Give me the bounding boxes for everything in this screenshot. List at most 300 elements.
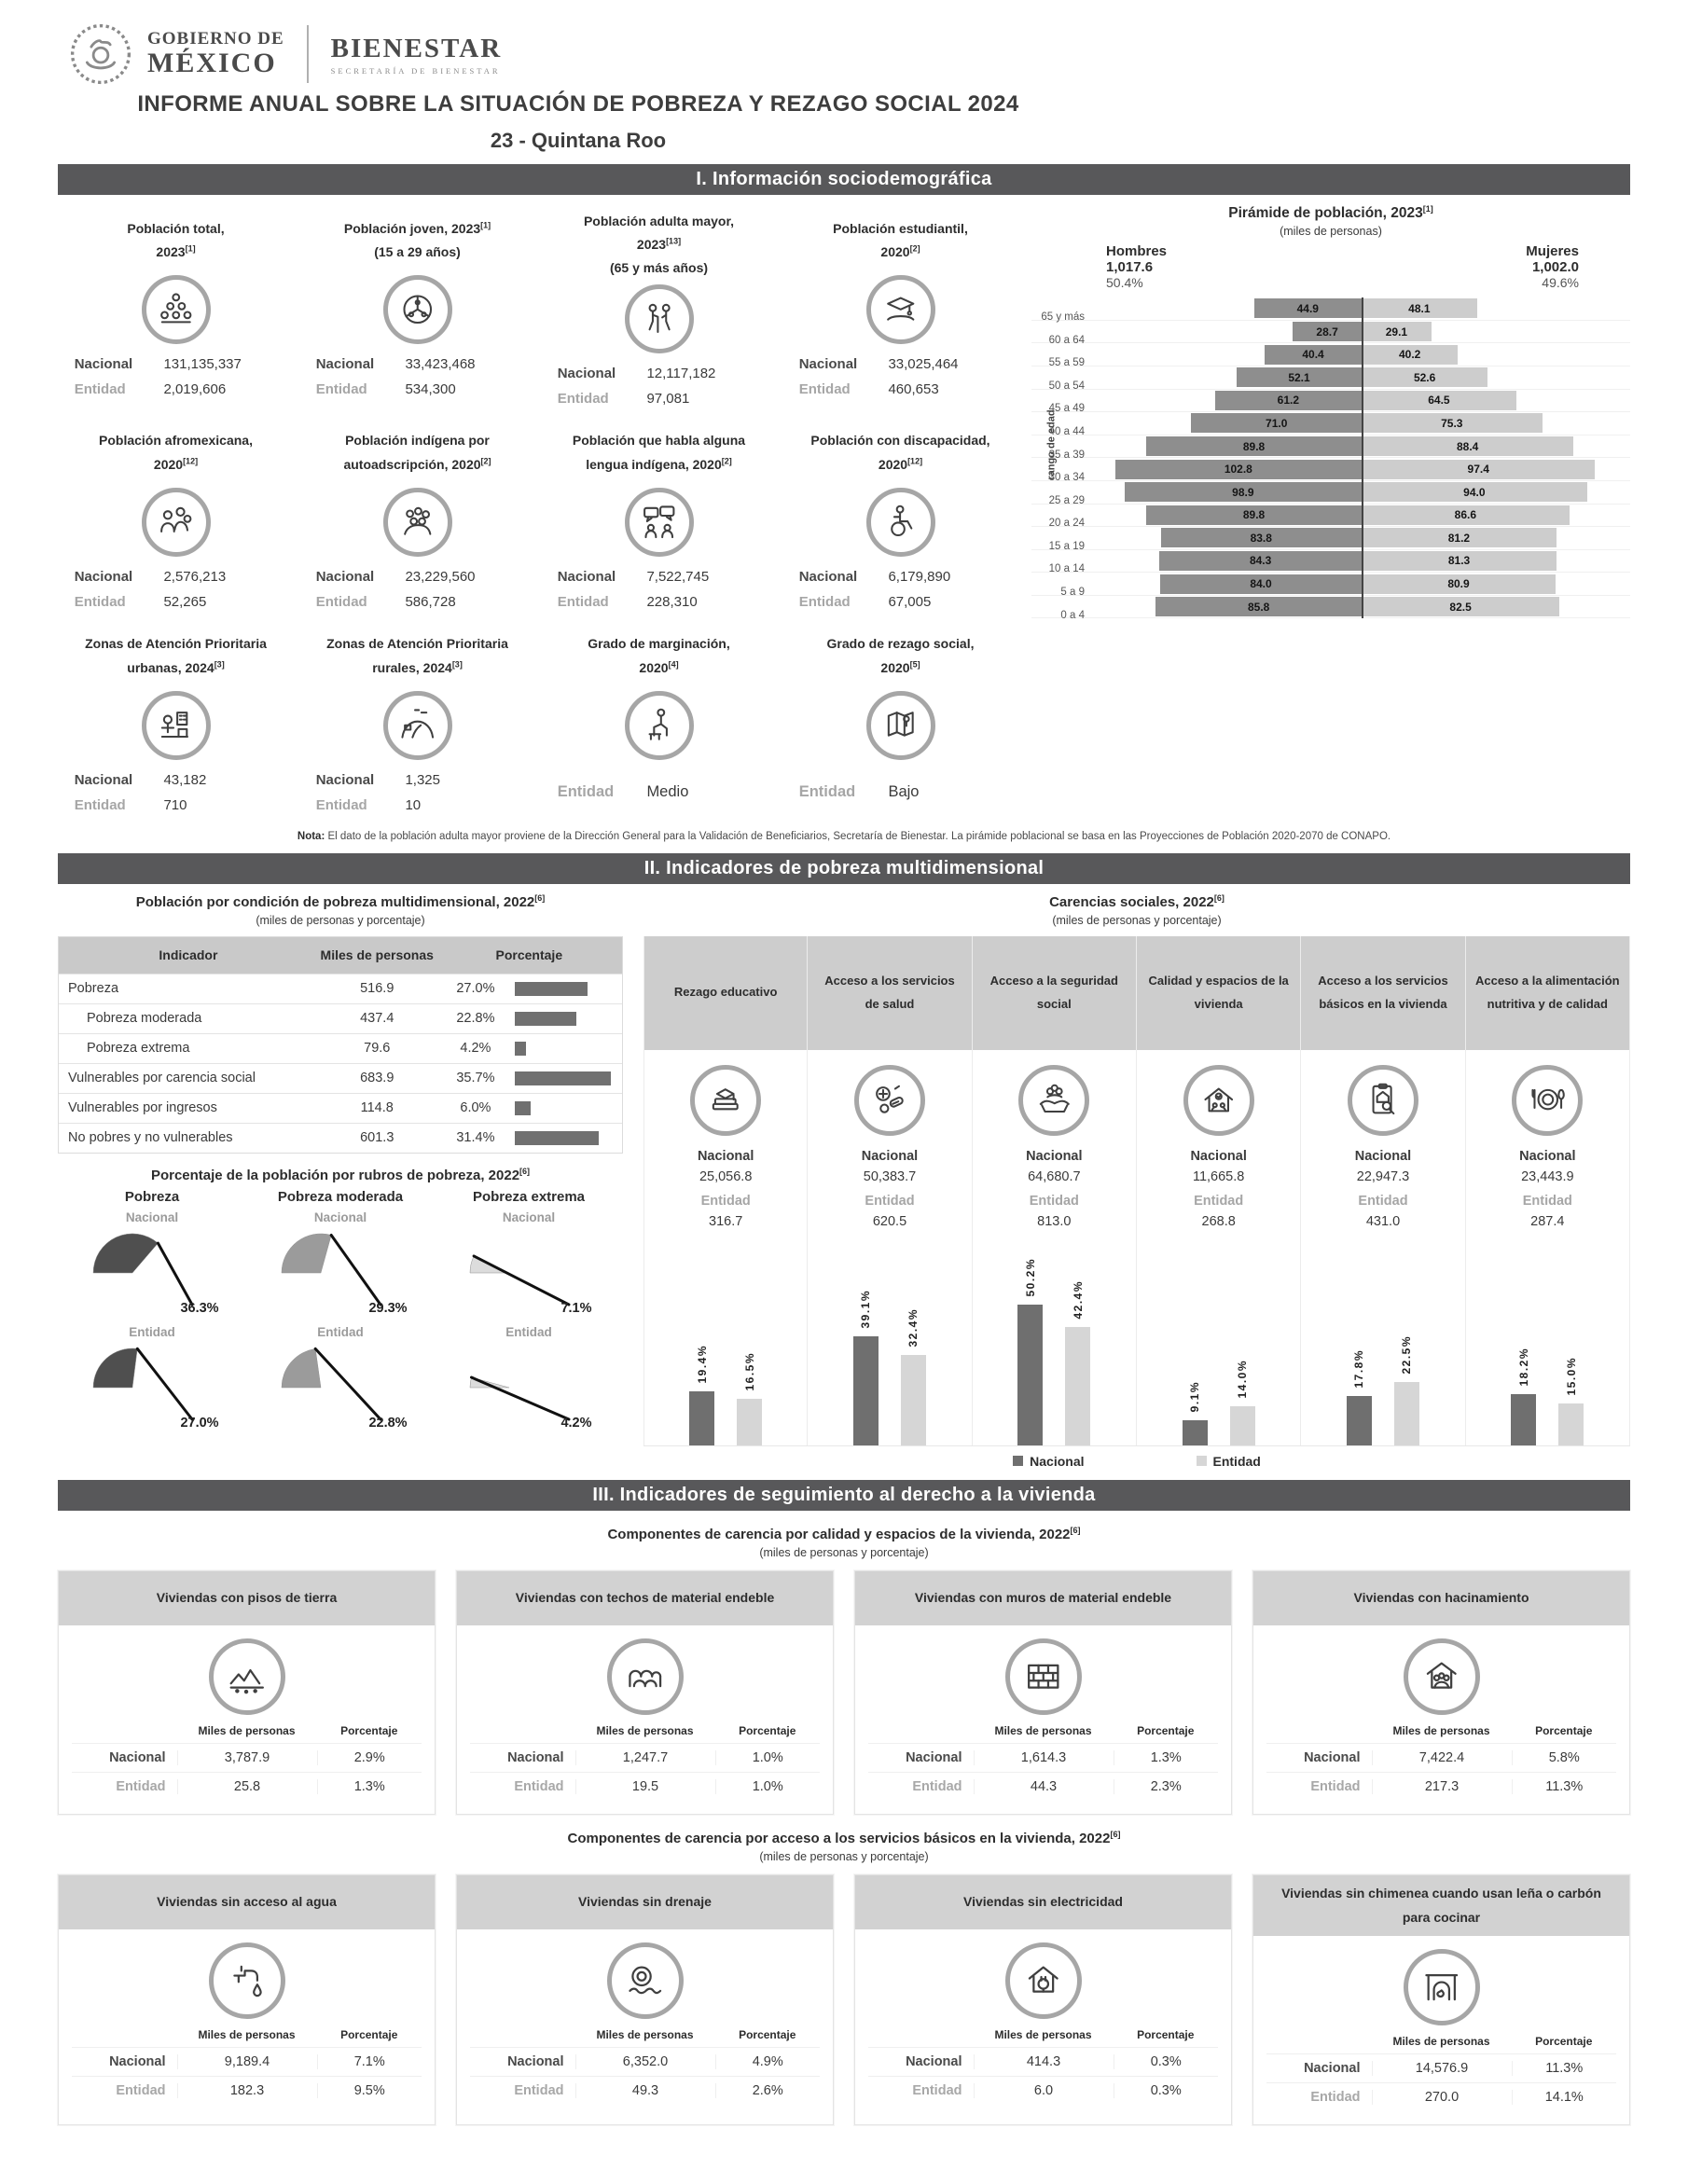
gobierno-logo-line2: MÉXICO bbox=[147, 48, 277, 78]
stat-row-value: 23,229,560 bbox=[405, 568, 476, 585]
gauge-nacional-chart bbox=[261, 1224, 420, 1320]
housing-row-entidad bbox=[72, 1772, 422, 1801]
pyramid-women-cell bbox=[1362, 551, 1630, 571]
pyramid-subtitle: (miles de personas) bbox=[1280, 225, 1382, 239]
housing-row-percent: 1.0% bbox=[715, 1750, 821, 1765]
poverty-bar bbox=[515, 1042, 526, 1056]
report-header bbox=[0, 0, 1688, 90]
carencia-entidad-label: Entidad bbox=[865, 1193, 915, 1209]
water-access-icon-circle bbox=[209, 1942, 285, 2019]
housing-group2-subtitle: (miles de personas y porcentaje) bbox=[759, 1849, 929, 1863]
housing-row-percent: 1.3% bbox=[1114, 1750, 1219, 1765]
title-block bbox=[0, 91, 1156, 153]
housing-row-miles: 6.0 bbox=[974, 2083, 1114, 2098]
carencia-entidad-label: Entidad bbox=[1522, 1193, 1572, 1209]
poverty-percent: 22.8% bbox=[456, 1011, 495, 1027]
housing-row-entidad bbox=[1266, 2082, 1616, 2111]
housing-row-label: Nacional bbox=[507, 1749, 564, 1765]
carencia-entidad-value: 431.0 bbox=[1365, 1213, 1401, 1229]
stat-row-label: Nacional bbox=[798, 356, 858, 372]
carencia-bar-group-nac bbox=[853, 1290, 879, 1445]
women-percent: 49.6% bbox=[1542, 275, 1579, 291]
stat-row-label: Entidad bbox=[74, 593, 126, 610]
housing-card-title: Viviendas sin electricidad bbox=[855, 1875, 1231, 1929]
housing-row-entidad bbox=[470, 1772, 820, 1801]
poverty-percent: 35.7% bbox=[456, 1071, 495, 1086]
title-text: Población total, bbox=[127, 220, 225, 236]
housing-card-table bbox=[457, 1724, 833, 1814]
stat-row-label: Entidad bbox=[557, 782, 615, 800]
basic-services-icon-circle bbox=[1348, 1065, 1418, 1136]
pyramid-age-label: 0 a 4 bbox=[1060, 609, 1085, 621]
men-percent: 50.4% bbox=[1106, 275, 1143, 291]
population-total-icon-circle bbox=[142, 275, 211, 344]
housing-group1-title-text: Componentes de carencia por calidad y espacios de la vivienda, 2022 bbox=[607, 1526, 1071, 1542]
pyramid-age-label: 30 a 34 bbox=[1048, 472, 1085, 484]
gauge-column-0 bbox=[58, 1189, 246, 1434]
pyramid-men-cell bbox=[1093, 345, 1362, 365]
carencia-bar-group-ent bbox=[737, 1352, 762, 1445]
pyramid-bar-women bbox=[1362, 322, 1432, 341]
housing-group2-titleblock bbox=[0, 1830, 1688, 1863]
pyramid-bar-women-value: 81.2 bbox=[1447, 531, 1471, 545]
housing-row-label: Entidad bbox=[116, 1778, 166, 1794]
housing-row-percent: 1.3% bbox=[317, 1779, 422, 1794]
carencia-header: Acceso a los servicios de salud bbox=[808, 936, 971, 1050]
poverty-miles: 114.8 bbox=[360, 1100, 394, 1116]
housing-row-nacional bbox=[470, 2047, 820, 2076]
gauge-entidad-label: Entidad bbox=[317, 1324, 364, 1339]
gauge-entidad-chart bbox=[261, 1339, 420, 1434]
stat-row-entidad bbox=[75, 377, 278, 402]
overcrowding-icon-circle bbox=[1404, 1638, 1480, 1715]
report-title: INFORME ANUAL SOBRE LA SITUACIÓN DE POBREZA Y REZAGO SOCIAL 2024 bbox=[137, 91, 1019, 117]
housing-row-entidad bbox=[470, 2076, 820, 2105]
housing-card-title: Viviendas sin drenaje bbox=[457, 1875, 833, 1929]
stat-card-values bbox=[316, 352, 519, 402]
stat-row-value: 33,423,468 bbox=[405, 356, 476, 372]
stat-card-zap-urbanas bbox=[58, 620, 294, 818]
stat-card-title bbox=[541, 422, 777, 484]
weak-walls-icon-circle bbox=[1005, 1638, 1082, 1715]
stat-card-title-line bbox=[58, 217, 294, 241]
carencia-bar-chart bbox=[973, 1229, 1136, 1445]
weak-walls-icon bbox=[1021, 1654, 1066, 1699]
poverty-miles: 79.6 bbox=[364, 1041, 391, 1057]
title-text: 2020 bbox=[878, 456, 908, 472]
pyramid-age-label: 65 y más bbox=[1041, 311, 1085, 323]
stat-row-entidad bbox=[558, 779, 761, 807]
stat-card-grado-marginacion bbox=[541, 620, 777, 818]
housing-row-miles: 25.8 bbox=[177, 1779, 317, 1794]
poverty-percent: 4.2% bbox=[460, 1041, 491, 1057]
housing-row-percent: 11.3% bbox=[1512, 2061, 1617, 2076]
weak-roof-icon bbox=[623, 1654, 668, 1699]
stat-card-title-line bbox=[58, 429, 294, 452]
empty-cell bbox=[868, 1724, 974, 1737]
title-text: rurales, 2024 bbox=[372, 659, 452, 675]
pyramid-men-cell bbox=[1093, 597, 1362, 616]
col-miles: Miles de personas bbox=[320, 947, 434, 962]
footnote-ref: [2] bbox=[909, 243, 920, 254]
pyramid-men-cell bbox=[1093, 436, 1362, 456]
poverty-miles: 516.9 bbox=[360, 981, 394, 997]
stat-row-value: 131,135,337 bbox=[163, 356, 242, 372]
carencia-bar-chart bbox=[644, 1229, 807, 1445]
pyramid-bar-women-value: 40.2 bbox=[1399, 348, 1421, 362]
gauge-category-label: Pobreza moderada bbox=[277, 1188, 404, 1205]
poverty-miles: 437.4 bbox=[360, 1011, 394, 1027]
carencia-nacional-value: 25,056.8 bbox=[699, 1168, 753, 1184]
carencia-bar-label: 15.0% bbox=[1564, 1357, 1578, 1396]
housing-row-percent: 2.9% bbox=[317, 1750, 422, 1765]
stat-card-title-line bbox=[782, 241, 1018, 264]
housing-card-group2-0 bbox=[58, 1874, 436, 2125]
footnote-label: Nota: bbox=[297, 830, 325, 842]
bienestar-logo bbox=[331, 34, 502, 76]
pyramid-men-header bbox=[1106, 243, 1167, 290]
student-population-icon bbox=[880, 289, 921, 330]
stat-row-value: Medio bbox=[646, 782, 689, 800]
col-porcentaje-label: Porcentaje bbox=[1535, 1723, 1593, 1737]
col-porcentaje-label: Porcentaje bbox=[739, 2027, 796, 2041]
housing-row-entidad bbox=[868, 1772, 1218, 1801]
stat-row-value: Bajo bbox=[888, 782, 920, 800]
dirt-floor-icon bbox=[225, 1654, 270, 1699]
gauge-nacional-label: Nacional bbox=[313, 1209, 367, 1224]
education-lag-icon bbox=[705, 1080, 746, 1121]
housing-row-miles: 49.3 bbox=[575, 2083, 715, 2098]
housing-group2-title-ref: [6] bbox=[1110, 1829, 1121, 1839]
col-miles-label: Miles de personas bbox=[1392, 1723, 1490, 1737]
pyramid-bar-men-value: 89.8 bbox=[1242, 508, 1266, 522]
pyramid-ylabel: rango de edad bbox=[1045, 409, 1058, 480]
stat-row-value: 43,182 bbox=[163, 771, 207, 788]
stat-row-label: Nacional bbox=[74, 356, 133, 372]
housing-row-percent: 0.3% bbox=[1114, 2083, 1219, 2098]
carencia-nacional-label: Nacional bbox=[697, 1148, 754, 1164]
housing-row-percent: 7.1% bbox=[317, 2054, 422, 2069]
poverty-indicator: Vulnerables por ingresos bbox=[68, 1100, 217, 1116]
pyramid-bar-women bbox=[1362, 505, 1570, 525]
poverty-table-title bbox=[58, 893, 623, 910]
urban-zones-icon-circle bbox=[142, 691, 211, 760]
empty-cell bbox=[1266, 2035, 1372, 2048]
housing-row-percent: 0.3% bbox=[1114, 2054, 1219, 2069]
housing-row-entidad bbox=[1266, 1772, 1616, 1801]
housing-card-group1-0 bbox=[58, 1570, 436, 1815]
stat-row-label: Entidad bbox=[557, 593, 609, 610]
housing-row-percent: 4.9% bbox=[715, 2054, 821, 2069]
population-pyramid bbox=[1018, 204, 1630, 818]
pyramid-men-cell bbox=[1093, 367, 1362, 387]
carencia-bar-group-ent bbox=[1065, 1280, 1090, 1445]
stat-card-title-line bbox=[299, 453, 535, 477]
pyramid-bar-men bbox=[1146, 505, 1362, 525]
population-total-icon bbox=[156, 289, 197, 330]
stat-row-value: 7,522,745 bbox=[646, 568, 710, 585]
pyramid-women-cell bbox=[1362, 391, 1630, 410]
pyramid-bar-women-value: 97.4 bbox=[1467, 463, 1489, 477]
stat-row-label: Entidad bbox=[798, 782, 856, 800]
stat-row-nacional bbox=[558, 361, 761, 386]
stat-row-label: Entidad bbox=[74, 796, 126, 813]
footnote-ref: [4] bbox=[668, 658, 679, 669]
stat-row-nacional bbox=[75, 564, 278, 589]
youth-population-icon-circle bbox=[383, 275, 452, 344]
stat-card-values bbox=[75, 352, 278, 402]
carencia-bar-label: 39.1% bbox=[859, 1290, 873, 1329]
carencia-nacional-value: 22,947.3 bbox=[1356, 1168, 1410, 1184]
elderly-icon-circle bbox=[625, 284, 694, 353]
gauges-title bbox=[58, 1167, 623, 1183]
empty-cell bbox=[72, 1724, 177, 1737]
stat-card-values bbox=[558, 361, 761, 411]
gauge-entidad bbox=[58, 1339, 246, 1434]
pyramid-men-cell bbox=[1093, 574, 1362, 594]
pyramid-bar-women bbox=[1362, 551, 1557, 571]
carencia-header: Calidad y espacios de la vivienda bbox=[1137, 936, 1300, 1050]
housing-card-group2-3 bbox=[1252, 1874, 1630, 2125]
stat-card-title-line bbox=[782, 217, 1018, 241]
poverty-table-title-text: Población por condición de pobreza multidimensional, 2022 bbox=[135, 893, 535, 910]
poverty-indicator: No pobres y no vulnerables bbox=[68, 1130, 233, 1146]
chimney-icon-circle bbox=[1404, 1949, 1480, 2025]
housing-row-percent: 5.8% bbox=[1512, 1750, 1617, 1765]
carencia-bar-nac bbox=[1347, 1396, 1372, 1445]
housing-row-label: Entidad bbox=[912, 2082, 962, 2098]
pyramid-age-label: 60 a 64 bbox=[1048, 334, 1085, 346]
poverty-indicator: Vulnerables por carencia social bbox=[68, 1071, 256, 1086]
footnote-ref: [12] bbox=[183, 455, 199, 465]
stat-card-title-line bbox=[58, 657, 294, 680]
electricity-icon bbox=[1021, 1958, 1066, 2003]
poverty-bar bbox=[515, 1071, 610, 1085]
carencias-subtitle: (miles de personas y porcentaje) bbox=[1052, 913, 1222, 927]
housing-card-table-head bbox=[1266, 2035, 1616, 2053]
housing-card-table-head bbox=[1266, 1724, 1616, 1743]
electricity-icon-circle bbox=[1005, 1942, 1082, 2019]
empty-cell bbox=[470, 1724, 575, 1737]
weak-roof-icon-circle bbox=[607, 1638, 684, 1715]
pyramid-bar-women bbox=[1362, 436, 1573, 456]
pyramid-age-label: 40 a 44 bbox=[1048, 425, 1085, 437]
poverty-indicator: Pobreza bbox=[68, 981, 119, 997]
carencia-entidad-label: Entidad bbox=[1194, 1193, 1244, 1209]
poverty-row-0 bbox=[59, 974, 622, 1003]
pyramid-bar-men bbox=[1160, 574, 1362, 594]
pyramid-women-cell bbox=[1362, 413, 1630, 433]
housing-card-table bbox=[1253, 1724, 1629, 1814]
health-services-icon bbox=[869, 1080, 910, 1121]
stat-row-label: Entidad bbox=[557, 390, 609, 407]
housing-row-label: Entidad bbox=[912, 1778, 962, 1794]
women-total: 1,002.0 bbox=[1531, 259, 1579, 276]
poverty-bar-cell bbox=[515, 1131, 622, 1145]
stat-card-values bbox=[799, 779, 1003, 807]
housing-group1-titleblock bbox=[0, 1526, 1688, 1559]
housing-card-title: Viviendas con muros de material endeble bbox=[855, 1571, 1231, 1625]
social-security-icon bbox=[1034, 1080, 1075, 1121]
carencia-bar-group-nac bbox=[1017, 1258, 1043, 1445]
drainage-icon-circle bbox=[607, 1942, 684, 2019]
gauge-nacional-chart bbox=[73, 1224, 231, 1320]
gauge-nacional-label: Nacional bbox=[125, 1209, 179, 1224]
pyramid-men-cell bbox=[1093, 482, 1362, 502]
stat-row-value: 2,019,606 bbox=[163, 381, 227, 397]
housing-card-table-head bbox=[72, 1724, 422, 1743]
pyramid-row bbox=[1031, 366, 1630, 390]
health-services-icon-circle bbox=[854, 1065, 925, 1136]
stat-row-entidad bbox=[558, 589, 761, 615]
women-label: Mujeres bbox=[1526, 243, 1579, 260]
col-miles-label: Miles de personas bbox=[198, 1723, 296, 1737]
urban-zones-icon bbox=[156, 705, 197, 746]
pyramid-bar-men-value: 28.7 bbox=[1316, 325, 1338, 339]
pyramid-bar-men-value: 89.8 bbox=[1242, 439, 1266, 453]
stat-card-title-line bbox=[58, 453, 294, 477]
housing-card-group2-2 bbox=[854, 1874, 1232, 2125]
legend-nacional bbox=[1013, 1454, 1084, 1469]
pyramid-women-cell bbox=[1362, 482, 1630, 502]
stat-card-title-line bbox=[782, 657, 1018, 680]
pyramid-bar-women-value: 80.9 bbox=[1447, 577, 1470, 591]
empty-cell bbox=[1266, 1724, 1372, 1737]
stat-card-title-line bbox=[782, 429, 1018, 452]
gauge-entidad-chart bbox=[73, 1339, 231, 1434]
elderly-icon bbox=[639, 298, 680, 339]
gobierno-logo-line1: GOBIERNO DE bbox=[147, 29, 284, 48]
stat-card-title bbox=[58, 422, 294, 484]
housing-group1-subtitle: (miles de personas y porcentaje) bbox=[759, 1545, 929, 1559]
pyramid-age-label: 50 a 54 bbox=[1048, 380, 1085, 392]
carencia-bar-group-nac bbox=[1347, 1349, 1372, 1445]
pyramid-bar-men-value: 52.1 bbox=[1288, 370, 1310, 384]
pyramid-bar-men bbox=[1161, 528, 1362, 547]
pyramid-bar-men-value: 83.8 bbox=[1250, 531, 1272, 545]
footnote-ref: [5] bbox=[909, 658, 920, 669]
housing-card-group1-3 bbox=[1252, 1570, 1630, 1815]
stat-row-value: 710 bbox=[163, 796, 187, 813]
pyramid-bar-men bbox=[1254, 298, 1362, 318]
poverty-gauges bbox=[58, 1167, 623, 1434]
stat-row-nacional bbox=[316, 564, 519, 589]
gauge-entidad bbox=[246, 1339, 435, 1434]
housing-row-miles: 1,614.3 bbox=[974, 1750, 1114, 1765]
housing-card-table bbox=[457, 2028, 833, 2118]
gauge-nacional bbox=[246, 1224, 435, 1320]
stat-card-title bbox=[299, 210, 535, 271]
housing-card-group1-2 bbox=[854, 1570, 1232, 1815]
col-miles-label: Miles de personas bbox=[596, 1723, 694, 1737]
stat-row-entidad bbox=[316, 589, 519, 615]
housing-card-table-head bbox=[868, 1724, 1218, 1743]
stat-row-nacional bbox=[799, 564, 1003, 589]
housing-card-table bbox=[855, 1724, 1231, 1814]
housing-card-table-head bbox=[470, 1724, 820, 1743]
housing-row-label: Nacional bbox=[1304, 1749, 1361, 1765]
pyramid-women-cell bbox=[1362, 322, 1630, 341]
housing-row-label: Entidad bbox=[1310, 2089, 1361, 2105]
pyramid-bar-men-value: 84.0 bbox=[1250, 577, 1272, 591]
carencia-bar-group-nac bbox=[689, 1345, 714, 1445]
stat-card-title bbox=[299, 626, 535, 687]
stat-card-title-line bbox=[299, 429, 535, 452]
pyramid-men-cell bbox=[1093, 322, 1362, 341]
poverty-row-4 bbox=[59, 1093, 622, 1123]
carencia-column-4 bbox=[1301, 936, 1465, 1445]
carencia-column-1 bbox=[808, 936, 972, 1445]
housing-row-label: Nacional bbox=[906, 1749, 962, 1765]
svg-text:7.1%: 7.1% bbox=[560, 1300, 592, 1316]
housing-row-percent: 2.6% bbox=[715, 2083, 821, 2098]
housing-card-table-head bbox=[470, 2028, 820, 2047]
housing-card-title: Viviendas con hacinamiento bbox=[1253, 1571, 1629, 1625]
pyramid-row bbox=[1031, 297, 1630, 321]
housing-row-percent: 9.5% bbox=[317, 2083, 422, 2098]
title-text: Población afromexicana, bbox=[99, 433, 253, 449]
gauges-title-text: Porcentaje de la población por rubros de pobreza, 2022 bbox=[150, 1167, 520, 1183]
pyramid-women-cell bbox=[1362, 574, 1630, 594]
carencia-bar-ent bbox=[1558, 1403, 1584, 1445]
legend-nacional-swatch bbox=[1013, 1456, 1023, 1466]
carencia-nacional-label: Nacional bbox=[1026, 1148, 1083, 1164]
housing-services-cards bbox=[0, 1863, 1688, 2125]
social-lag-map-icon bbox=[880, 705, 921, 746]
col-porcentaje-label: Porcentaje bbox=[739, 1723, 796, 1737]
carencia-nacional-label: Nacional bbox=[861, 1148, 919, 1164]
housing-row-miles: 44.3 bbox=[974, 1779, 1114, 1794]
stat-row-nacional bbox=[558, 564, 761, 589]
poverty-row-2 bbox=[59, 1033, 622, 1063]
poverty-bar-cell bbox=[515, 1071, 622, 1085]
legend-entidad bbox=[1197, 1454, 1261, 1469]
stat-row-entidad bbox=[799, 589, 1003, 615]
stat-card-values bbox=[316, 767, 519, 818]
gauge-entidad bbox=[435, 1339, 623, 1434]
stat-card-poblacion-indigena bbox=[299, 417, 535, 615]
pyramid-bar-women bbox=[1362, 413, 1543, 433]
pyramid-bar-women bbox=[1362, 528, 1557, 547]
stat-row-label: Nacional bbox=[315, 356, 375, 372]
pyramid-row bbox=[1031, 343, 1630, 369]
stat-row-label: Nacional bbox=[74, 771, 133, 788]
carencia-column-5 bbox=[1466, 936, 1630, 1445]
stat-row-value: 67,005 bbox=[888, 593, 932, 610]
carencia-bar-label: 14.0% bbox=[1236, 1360, 1250, 1399]
gauge-nacional bbox=[58, 1224, 246, 1320]
housing-card-group1-1 bbox=[456, 1570, 834, 1815]
col-porcentaje-label: Porcentaje bbox=[1137, 1723, 1195, 1737]
stat-row-value: 97,081 bbox=[646, 390, 690, 407]
pyramid-bar-women bbox=[1362, 298, 1477, 318]
stat-card-title-line bbox=[299, 632, 535, 656]
housing-card-table-head bbox=[868, 2028, 1218, 2047]
poverty-miles: 601.3 bbox=[360, 1130, 394, 1146]
marginalization-icon bbox=[639, 705, 680, 746]
carencias-column bbox=[643, 893, 1630, 1469]
housing-row-percent: 14.1% bbox=[1512, 2090, 1617, 2105]
legend-entidad-swatch bbox=[1197, 1456, 1207, 1466]
housing-group1-title-ref: [6] bbox=[1070, 1525, 1081, 1535]
housing-row-label: Entidad bbox=[514, 1778, 564, 1794]
stat-card-title bbox=[541, 626, 777, 687]
footnote-text: El dato de la población adulta mayor proviene de la Dirección General para la Validación de Beneficiarios, Secretaría de Bienestar. La pirámide poblacional se basa en las Proyecciones de Población 2020-2070 de CONAPO. bbox=[327, 830, 1391, 842]
poverty-bar bbox=[515, 1101, 531, 1115]
title-text: 2023 bbox=[156, 244, 186, 259]
stat-row-entidad bbox=[75, 589, 278, 615]
poverty-bar-cell bbox=[515, 1042, 622, 1056]
